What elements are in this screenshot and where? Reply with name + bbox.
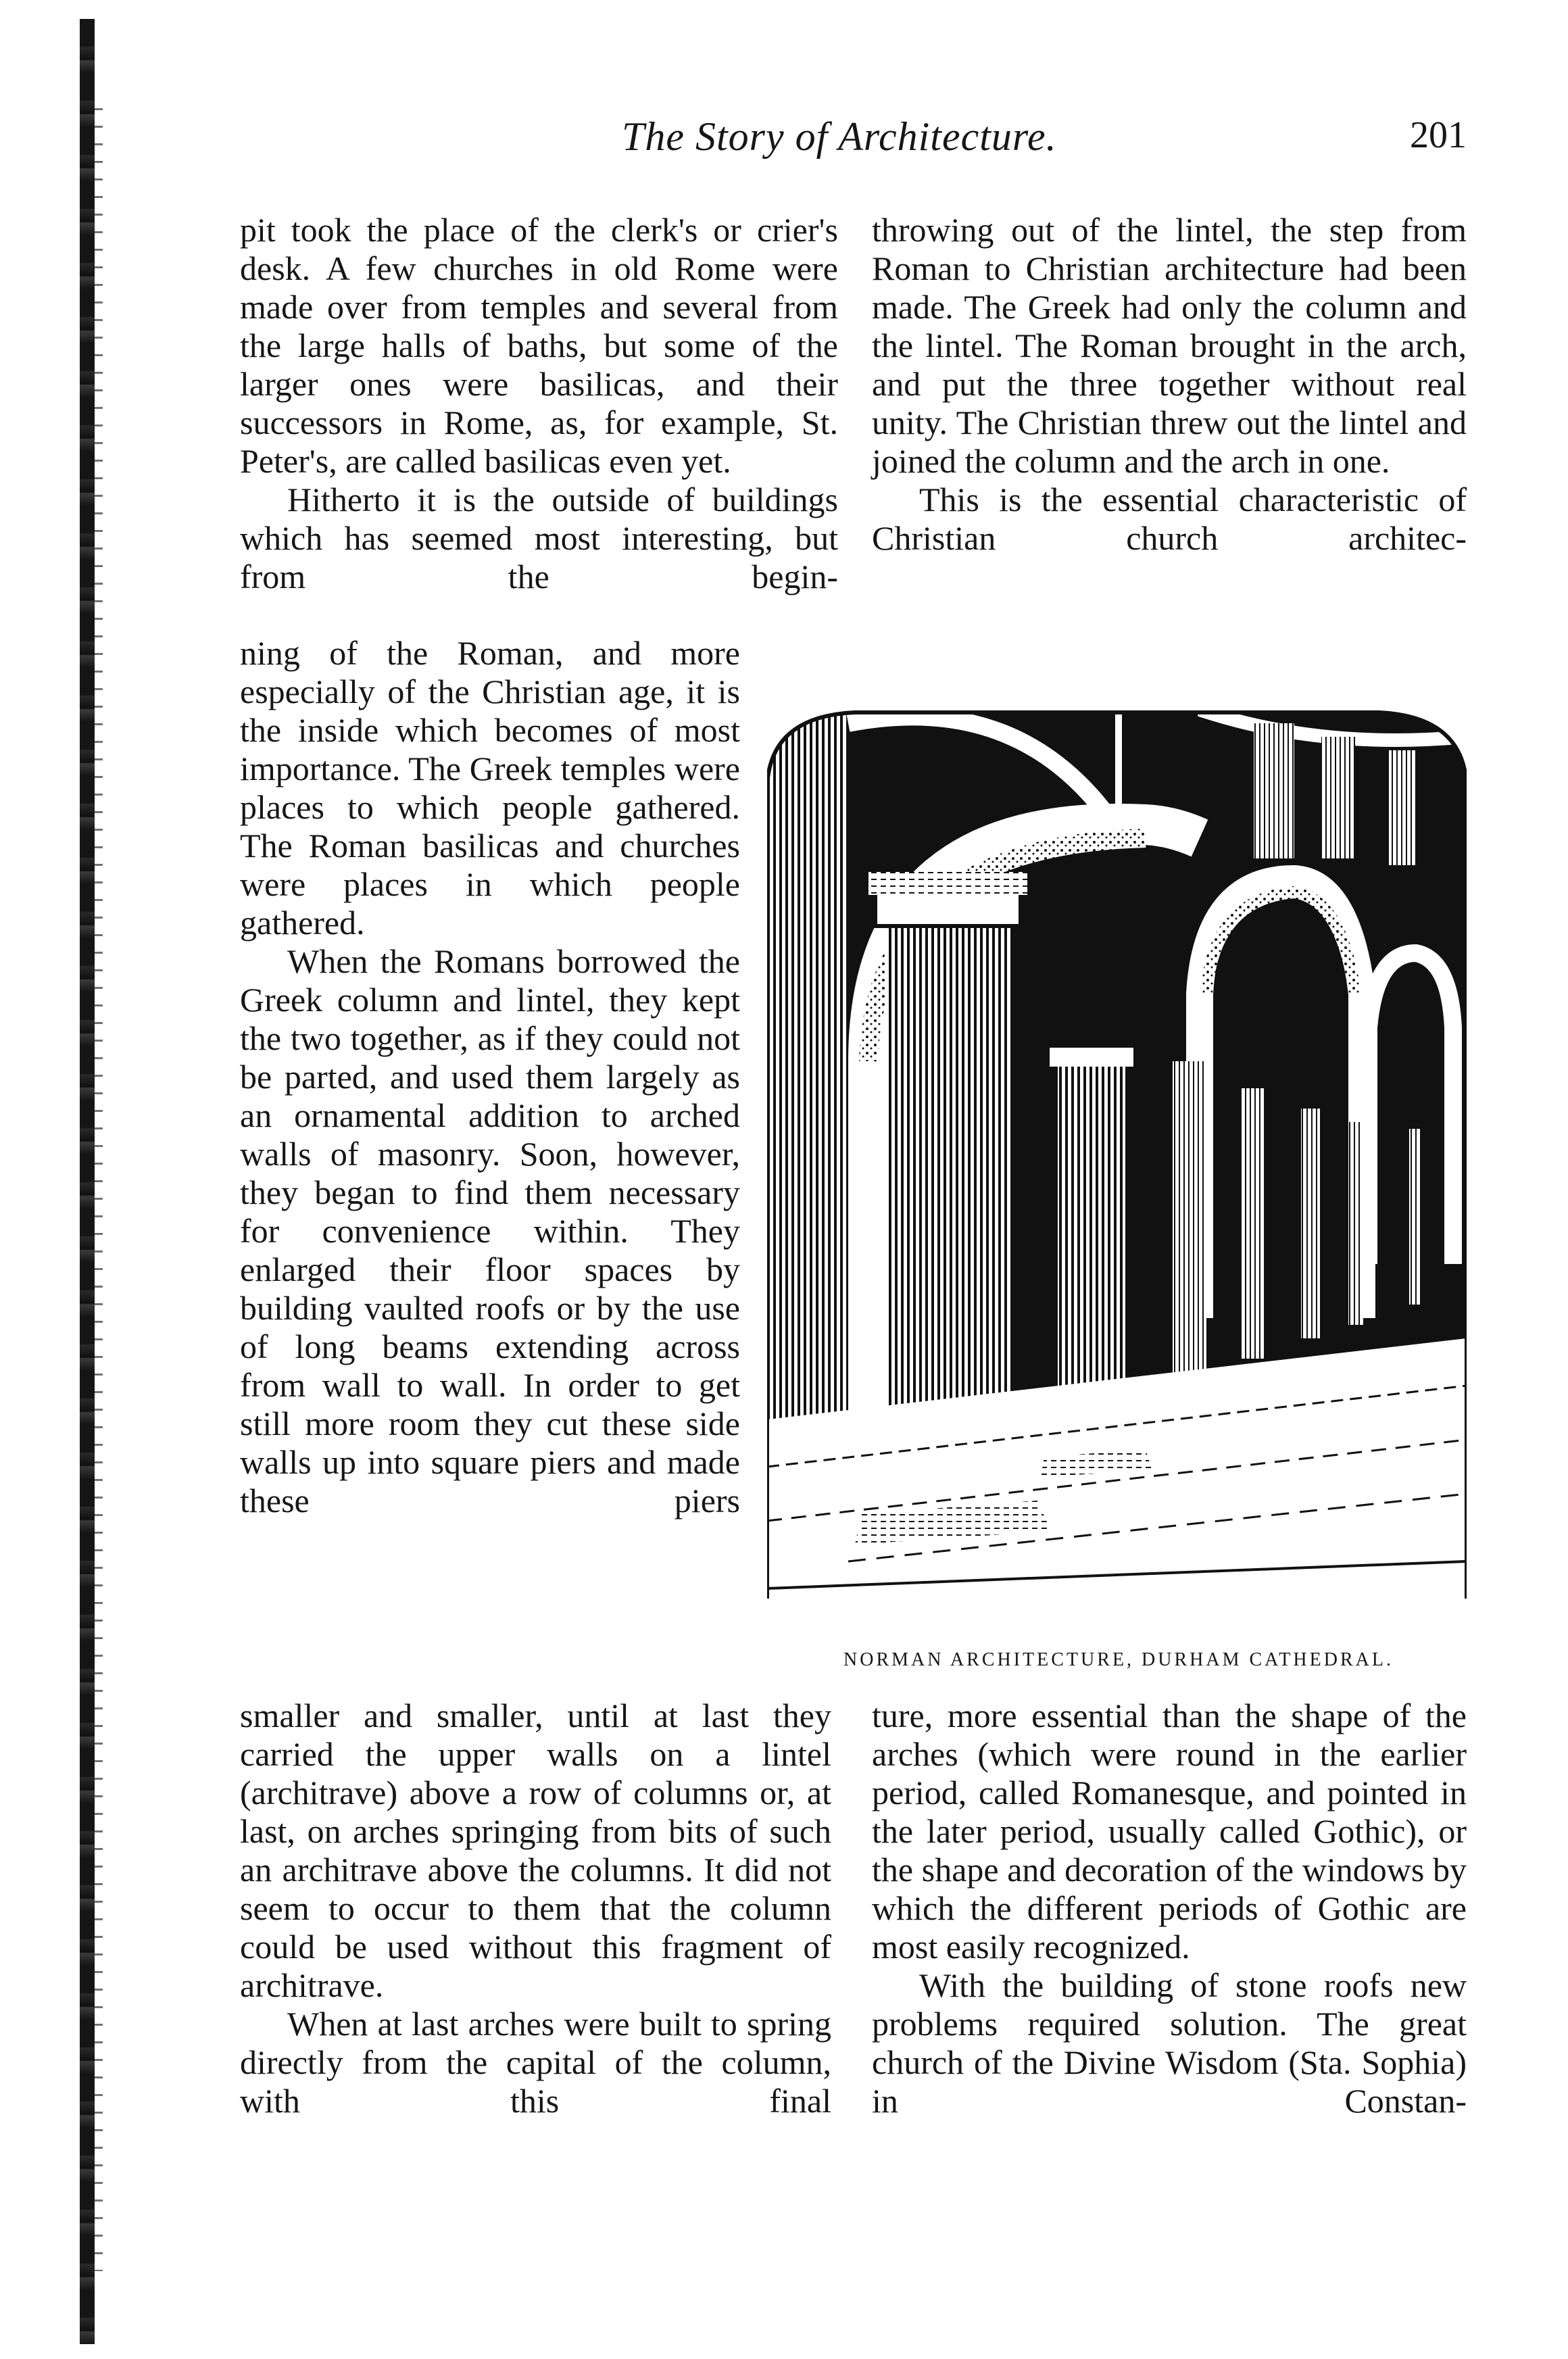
paragraph: ning of the Roman, and more especially of the Christian age, it is the inside which becomes of most importance. The Greek temples were places to which people gathered. The Roman basilicas and churches were places in which people gathered.	[240, 634, 740, 942]
left-column-beside-figure	[240, 634, 740, 1520]
paragraph: When at last arches were built to spring directly from the capital of the column, with this final	[240, 2005, 831, 2120]
figure-durham-cathedral	[767, 710, 1467, 1599]
left-column-top	[240, 211, 838, 596]
page-number: 201	[1410, 114, 1467, 156]
paragraph: When the Romans borrowed the Greek column and lintel, they kept the two together, as if they could not be parted, and used them largely as an ornamental addition to arched walls of masonry. Soon, however, they began to find them necessary for convenience within. They enlarged their floor spaces by building vaulted roofs or by the use of long beams extending across from wall to wall. In order to get still more room they cut these side walls up into square piers and made these piers	[240, 942, 740, 1519]
figure-caption: NORMAN ARCHITECTURE, DURHAM CATHEDRAL.	[843, 1649, 1394, 1670]
paragraph: throwing out of the lintel, the step from Roman to Christian architecture had been made. The Greek had only the column and the lintel. The Roman brought in the arch, and put the three together without real unity. The Christian threw out the lintel and joined the column and the arch in one.	[872, 211, 1467, 480]
paragraph: pit took the place of the clerk's or crier's desk. A few churches in old Rome were made over from temples and several from the large halls of baths, but some of the larger ones were basilicas, and their successors in Rome, as, for example, St. Peter's, are called basilicas even yet.	[240, 211, 838, 480]
cathedral-engraving-illustration	[767, 710, 1467, 1599]
left-column-bottom	[240, 1697, 831, 2120]
right-column-top	[872, 211, 1467, 558]
paragraph: This is the essential characteristic of Christian church architec-	[872, 481, 1467, 557]
page-header	[230, 114, 1467, 168]
right-column-bottom	[872, 1697, 1467, 2120]
running-title: The Story of Architecture.	[622, 114, 1057, 159]
binding-edge-texture	[95, 108, 103, 2271]
paragraph: smaller and smaller, until at last they carried the upper walls on a lintel (architrave) above a row of columns or, at last, on arches springing from bits of such an architrave above the columns. It did not seem to occur to them that the column could be used without this fragment of architrave.	[240, 1697, 831, 2004]
paragraph: Hitherto it is the outside of buildings which has seemed most interesting, but from the begin-	[240, 481, 838, 595]
paragraph: With the building of stone roofs new problems required solution. The great church of the Divine Wisdom (Sta. Sophia) in Constan-	[872, 1966, 1467, 2120]
paragraph: ture, more essential than the shape of the arches (which were round in the earlier period, called Romanesque, and pointed in the later period, usually called Gothic), or the shape and decoration of the windows by which the different periods of Gothic are most easily recognized.	[872, 1697, 1467, 1966]
book-binding-shadow	[80, 19, 95, 2344]
